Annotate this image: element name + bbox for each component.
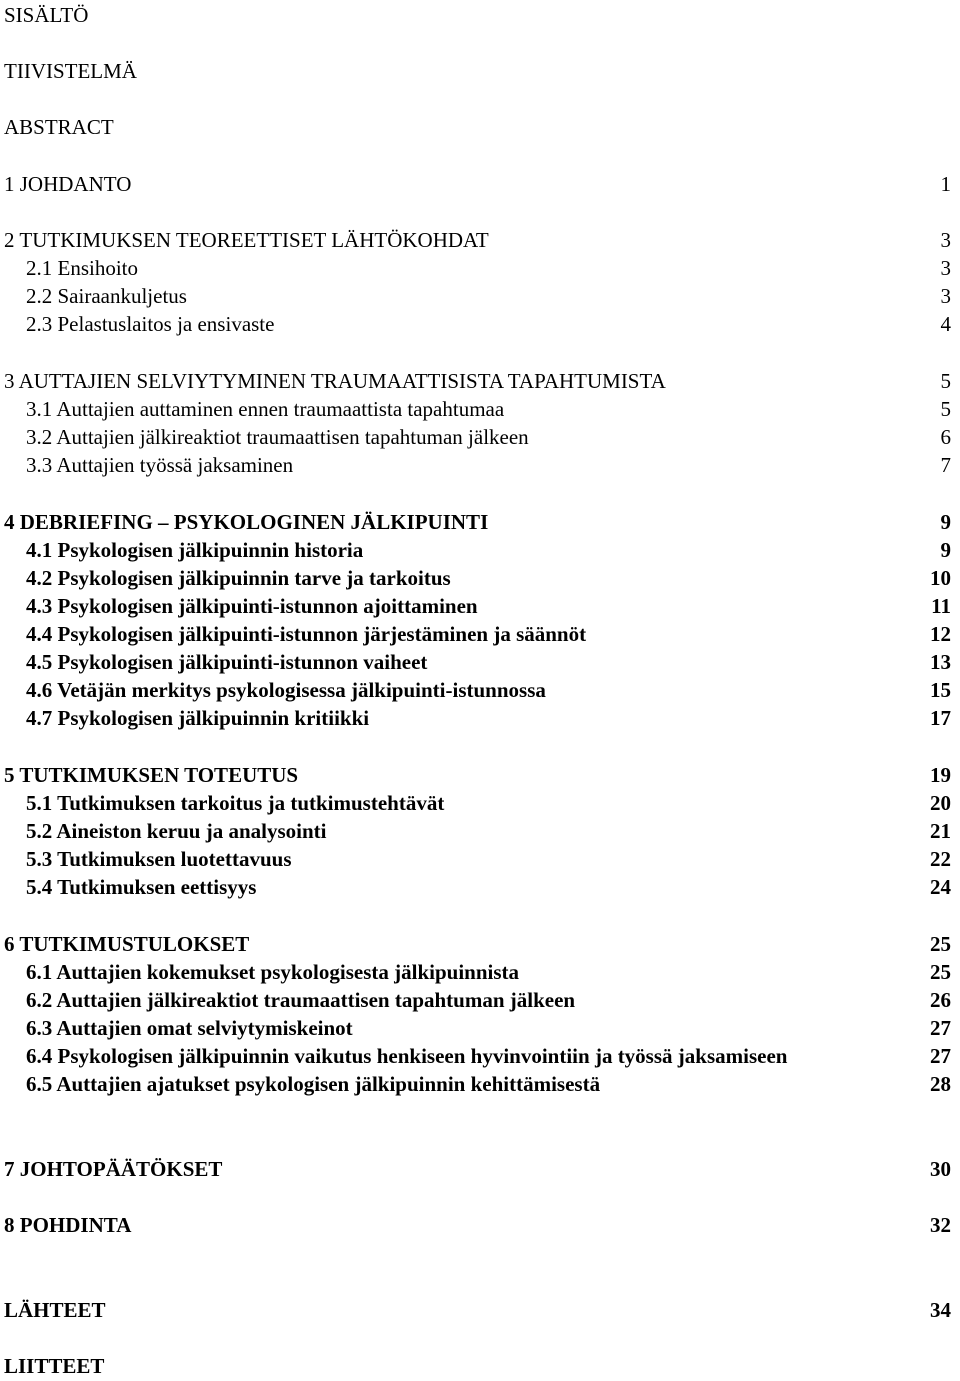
toc-entry-label: 6.5 Auttajien ajatukset psykologisen jälkipuinnin kehittämisestä [26,1072,601,1096]
toc-entry-label: 8 POHDINTA [4,1213,132,1237]
toc-entry-label: 4.7 Psykologisen jälkipuinnin kritiikki [26,706,370,730]
toc-entry-label: 4 DEBRIEFING – PSYKOLOGINEN JÄLKIPUINTI [4,510,489,534]
toc-entry-chapter-4[interactable] [0,507,960,537]
toc-entry-chapter-3[interactable] [0,366,960,396]
toc-entry-label: 7 JOHTOPÄÄTÖKSET [4,1157,223,1181]
toc-entry-label: LIITTEET [4,1354,105,1378]
toc-entry-4-2[interactable] [0,563,960,593]
toc-entry-label: 4.1 Psykologisen jälkipuinnin historia [26,538,364,562]
toc-entry-page: 20 [930,791,951,815]
toc-entry-label: 5.1 Tutkimuksen tarkoitus ja tutkimustehtävät [26,791,445,815]
toc-entry-label: 4.4 Psykologisen jälkipuinti-istunnon järjestäminen ja säännöt [26,622,587,646]
toc-entry-page: 10 [930,566,951,590]
toc-entry-page: 11 [931,594,951,618]
toc-entry-6-5[interactable] [0,1069,960,1099]
toc-entry-label: 6 TUTKIMUSTULOKSET [4,932,250,956]
toc-entry-page: 32 [930,1213,951,1237]
toc-entry-page: 21 [930,819,951,843]
toc-entry-page: 3 [940,284,951,308]
toc-entry-label: 3.3 Auttajien työssä jaksaminen [26,453,294,477]
toc-entry-label: 5 TUTKIMUKSEN TOTEUTUS [4,763,299,787]
toc-entry-page: 30 [930,1157,951,1181]
toc-entry-label: 5.3 Tutkimuksen luotettavuus [26,847,292,871]
toc-entry-page: 28 [930,1072,951,1096]
toc-entry-page: 6 [940,425,951,449]
toc-entry-liitteet[interactable] [0,1351,960,1381]
toc-entry-label: 3.1 Auttajien auttaminen ennen traumaattista tapahtumaa [26,397,505,421]
toc-entry-label: 1 JOHDANTO [4,172,132,196]
toc-entry-label: 6.4 Psykologisen jälkipuinnin vaikutus henkiseen hyvinvointiin ja työssä jaksamiseen [26,1044,788,1068]
toc-abstract[interactable] [0,112,960,142]
toc-entry-3-1[interactable] [0,394,960,424]
toc-entry-chapter-5[interactable] [0,760,960,790]
toc-entry-page: 25 [930,932,951,956]
toc-entry-page: 1 [940,172,951,196]
toc-entry-label: 2 TUTKIMUKSEN TEOREETTISET LÄHTÖKOHDAT [4,228,489,252]
toc-entry-page: 4 [940,312,951,336]
toc-entry-label: LÄHTEET [4,1298,106,1322]
toc-entry-label: 2.3 Pelastuslaitos ja ensivaste [26,312,275,336]
toc-entry-label: 6.1 Auttajien kokemukset psykologisesta jälkipuinnista [26,960,520,984]
toc-entry-page: 3 [940,256,951,280]
toc-entry-page: 24 [930,875,951,899]
toc-entry-label: 6.3 Auttajien omat selviytymiskeinot [26,1016,353,1040]
toc-entry-chapter-7[interactable] [0,1154,960,1184]
toc-entry-page: 27 [930,1016,951,1040]
toc-entry-label: 3 AUTTAJIEN SELVIYTYMINEN TRAUMAATTISISTA TAPAHTUMISTA [4,369,666,393]
toc-entry-2-1[interactable] [0,253,960,283]
toc-entry-label: 4.3 Psykologisen jälkipuinti-istunnon ajoittaminen [26,594,478,618]
toc-entry-page: 34 [930,1298,951,1322]
toc-entry-label: 4.2 Psykologisen jälkipuinnin tarve ja tarkoitus [26,566,451,590]
toc-entry-5-1[interactable] [0,788,960,818]
toc-entry-chapter-2[interactable] [0,225,960,255]
toc-entry-page: 17 [930,706,951,730]
toc-entry-4-3[interactable] [0,591,960,621]
toc-entry-4-5[interactable] [0,647,960,677]
toc-entry-chapter-6[interactable] [0,929,960,959]
toc-entry-6-2[interactable] [0,985,960,1015]
toc-entry-page: 25 [930,960,951,984]
toc-entry-6-1[interactable] [0,957,960,987]
toc-entry-page: 27 [930,1044,951,1068]
toc-entry-4-1[interactable] [0,535,960,565]
toc-entry-page: 5 [940,397,951,421]
toc-heading-label: SISÄLTÖ [4,3,89,27]
toc-entry-label: 5.4 Tutkimuksen eettisyys [26,875,257,899]
toc-entry-page: 15 [930,678,951,702]
toc-entry-label: 4.5 Psykologisen jälkipuinti-istunnon vaiheet [26,650,428,674]
toc-entry-5-2[interactable] [0,816,960,846]
toc-entry-page: 12 [930,622,951,646]
toc-entry-label: 2.2 Sairaankuljetus [26,284,187,308]
toc-entry-label: 6.2 Auttajien jälkireaktiot traumaattisen tapahtuman jälkeen [26,988,576,1012]
toc-entry-2-2[interactable] [0,281,960,311]
toc-entry-page: 19 [930,763,951,787]
toc-entry-label: 2.1 Ensihoito [26,256,139,280]
toc-entry-6-3[interactable] [0,1013,960,1043]
toc-heading [0,0,960,30]
toc-entry-label: TIIVISTELMÄ [4,59,137,83]
toc-entry-page: 26 [930,988,951,1012]
toc-tiivistelma[interactable] [0,56,960,86]
toc-entry-label: ABSTRACT [4,115,114,139]
toc-entry-4-6[interactable] [0,675,960,705]
toc-entry-page: 9 [940,538,951,562]
toc-entry-page: 5 [940,369,951,393]
toc-entry-2-3[interactable] [0,309,960,339]
toc-entry-page: 9 [940,510,951,534]
toc-entry-5-3[interactable] [0,844,960,874]
toc-entry-page: 7 [940,453,951,477]
toc-entry-4-7[interactable] [0,703,960,733]
toc-entry-page: 13 [930,650,951,674]
toc-entry-label: 3.2 Auttajien jälkireaktiot traumaattisen tapahtuman jälkeen [26,425,529,449]
toc-entry-page: 22 [930,847,951,871]
toc-entry-label: 4.6 Vetäjän merkitys psykologisessa jälkipuinti-istunnossa [26,678,546,702]
toc-entry-lahteet[interactable] [0,1295,960,1325]
toc-entry-chapter-8[interactable] [0,1210,960,1240]
toc-entry-label: 5.2 Aineiston keruu ja analysointi [26,819,327,843]
toc-entry-4-4[interactable] [0,619,960,649]
toc-entry-3-3[interactable] [0,450,960,480]
toc-entry-page: 3 [940,228,951,252]
toc-entry-6-4[interactable] [0,1041,960,1071]
toc-entry-chapter-1[interactable] [0,169,960,199]
toc-entry-5-4[interactable] [0,872,960,902]
toc-entry-3-2[interactable] [0,422,960,452]
